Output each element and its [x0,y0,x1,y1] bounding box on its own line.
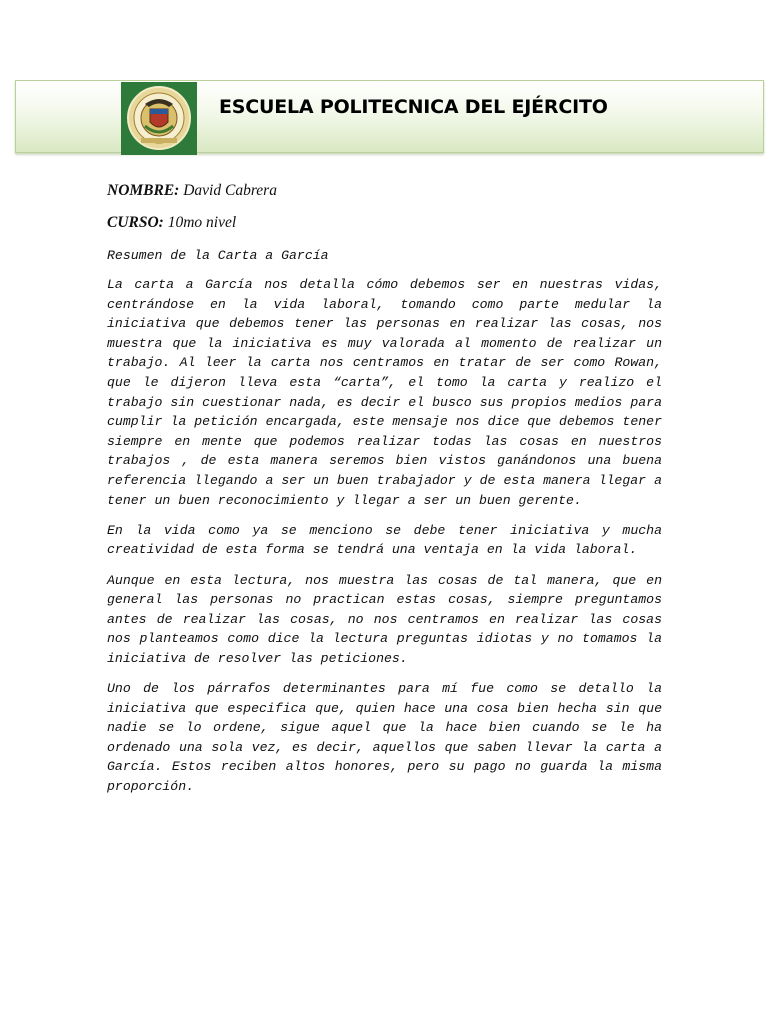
page-title: ESCUELA POLITECNICA DEL EJÉRCITO [219,96,608,118]
escuela-politecnica-seal-icon [121,82,197,155]
nombre-label: NOMBRE: [107,182,180,199]
paragraph: En la vida como ya se menciono se debe tener iniciativa y mucha creatividad de esta forma se tendrá una ventaja en la vida laboral. [107,522,662,558]
header-banner [15,80,764,153]
document-body [107,182,662,807]
nombre-value: David Cabrera [183,182,277,199]
paragraph: Uno de los párrafos determinantes para mí fue como se detallo la iniciativa que especifica que, quien hace una cosa bien hecha sin que nadie se lo ordene, sigue aquel que la hace bien cuando se le ha ordenado una sola vez, es decir, aquellos que saben llevar la carta a García. Estos reciben altos honores, pero su pago no guarda la misma proporción. [107,681,662,795]
curso-label: CURSO: [107,214,164,231]
seal-graphic [121,82,197,155]
nombre-field [107,182,662,200]
paragraph: La carta a García nos detalla cómo debemos ser en nuestras vidas, centrándose en la vida laboral, tomando como parte medular la iniciativa que debemos tener las personas en realizar las cosas, nos muestra que la iniciativa es muy valorada al momento de realizar un trabajo. Al leer la carta nos centramos en tratar de ser como Rowan, que le dijeron lleva esta “carta”, el tomo la carta y realizo el trabajo sin cuestionar nada, es decir el busco sus propios medios para cumplir la petición encargada, este mensaje nos dice que debemos tener siempre en mente que podemos realizar todas las cosas en nuestros trabajos , de esta manera seremos bien vistos ganándonos una buena referencia llegando a ser un buen trabajador y de esta manera llegar a tener un buen reconocimiento y llegar a ser un buen gerente. [107,277,662,508]
curso-value: 10mo nivel [167,214,237,231]
document-subtitle: Resumen de la Carta a García [107,248,329,263]
curso-field [107,214,662,232]
paragraph: Aunque en esta lectura, nos muestra las cosas de tal manera, que en general las personas no practican estas cosas, siempre preguntamos antes de realizar las cosas, no nos centramos en realizar las cosas nos planteamos como dice la lectura preguntas idiotas y no tomamos la iniciativa de resolver las peticiones. [107,572,662,666]
